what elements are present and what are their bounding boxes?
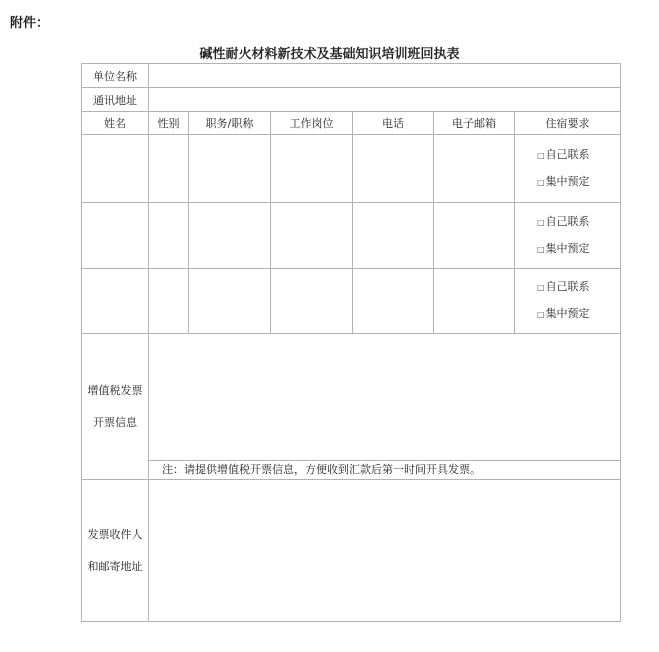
lodging-option-self[interactable]: □自己联系 [537, 214, 590, 228]
attendee-position-cell[interactable] [271, 269, 353, 334]
attendee-gender-cell[interactable] [149, 203, 189, 269]
lodging-option-self[interactable]: □自己联系 [537, 147, 590, 161]
recipient-row [82, 480, 621, 622]
attendee-name-cell[interactable] [82, 269, 149, 334]
checkbox-icon[interactable]: □ [537, 244, 545, 254]
unit-name-row [82, 64, 621, 88]
attendee-title-cell[interactable] [189, 269, 271, 334]
lodging-options-cell [515, 269, 621, 334]
attendee-title-cell[interactable] [189, 203, 271, 269]
invoice-note-row [82, 461, 621, 480]
recipient-label: 发票收件人 和邮寄地址 [82, 480, 149, 622]
checkbox-icon[interactable]: □ [537, 217, 545, 227]
attendee-email-cell[interactable] [434, 269, 515, 334]
header-position: 工作岗位 [271, 112, 353, 135]
unit-name-field[interactable] [149, 64, 621, 88]
attendee-row [82, 135, 621, 203]
invoice-note: 注：请提供增值税开票信息，方便收到汇款后第一时间开具发票。 [149, 461, 621, 480]
checkbox-icon[interactable]: □ [537, 310, 545, 319]
header-lodging: 住宿要求 [515, 112, 621, 135]
attendee-email-cell[interactable] [434, 135, 515, 203]
header-gender: 性别 [149, 112, 189, 135]
checkbox-icon[interactable]: □ [537, 150, 545, 160]
address-field[interactable] [149, 88, 621, 112]
lodging-options-cell [515, 135, 621, 203]
attendee-position-cell[interactable] [271, 135, 353, 203]
attachment-label: 附件： [10, 16, 50, 31]
lodging-option-group[interactable]: □集中预定 [537, 307, 590, 320]
checkbox-icon[interactable]: □ [537, 177, 545, 187]
checkbox-icon[interactable]: □ [537, 283, 545, 292]
attendee-gender-cell[interactable] [149, 135, 189, 203]
lodging-option-group[interactable]: □集中预定 [537, 241, 590, 255]
invoice-info-label: 增值税发票 开票信息 [82, 334, 149, 480]
recipient-field[interactable] [149, 480, 621, 622]
invoice-info-field[interactable] [149, 334, 621, 461]
lodging-option-group[interactable]: □集中预定 [537, 174, 590, 188]
attendee-row [82, 203, 621, 269]
header-row [82, 112, 621, 135]
attendee-title-cell[interactable] [189, 135, 271, 203]
header-email: 电子邮箱 [434, 112, 515, 135]
attendee-phone-cell[interactable] [353, 135, 434, 203]
lodging-option-self[interactable]: □自己联系 [537, 280, 590, 293]
attendee-phone-cell[interactable] [353, 203, 434, 269]
unit-name-label: 单位名称 [82, 64, 149, 88]
address-label: 通讯地址 [82, 88, 149, 112]
lodging-options-cell [515, 203, 621, 269]
invoice-info-row [82, 334, 621, 461]
attendee-gender-cell[interactable] [149, 269, 189, 334]
attendee-email-cell[interactable] [434, 203, 515, 269]
form-title: 碱性耐火材料新技术及基础知识培训班回执表 [199, 47, 460, 62]
registration-form-table [81, 63, 621, 622]
header-phone: 电话 [353, 112, 434, 135]
address-row [82, 88, 621, 112]
header-name: 姓名 [82, 112, 149, 135]
attendee-phone-cell[interactable] [353, 269, 434, 334]
attendee-row [82, 269, 621, 334]
header-title: 职务/职称 [189, 112, 271, 135]
attendee-name-cell[interactable] [82, 203, 149, 269]
attendee-name-cell[interactable] [82, 135, 149, 203]
attendee-position-cell[interactable] [271, 203, 353, 269]
